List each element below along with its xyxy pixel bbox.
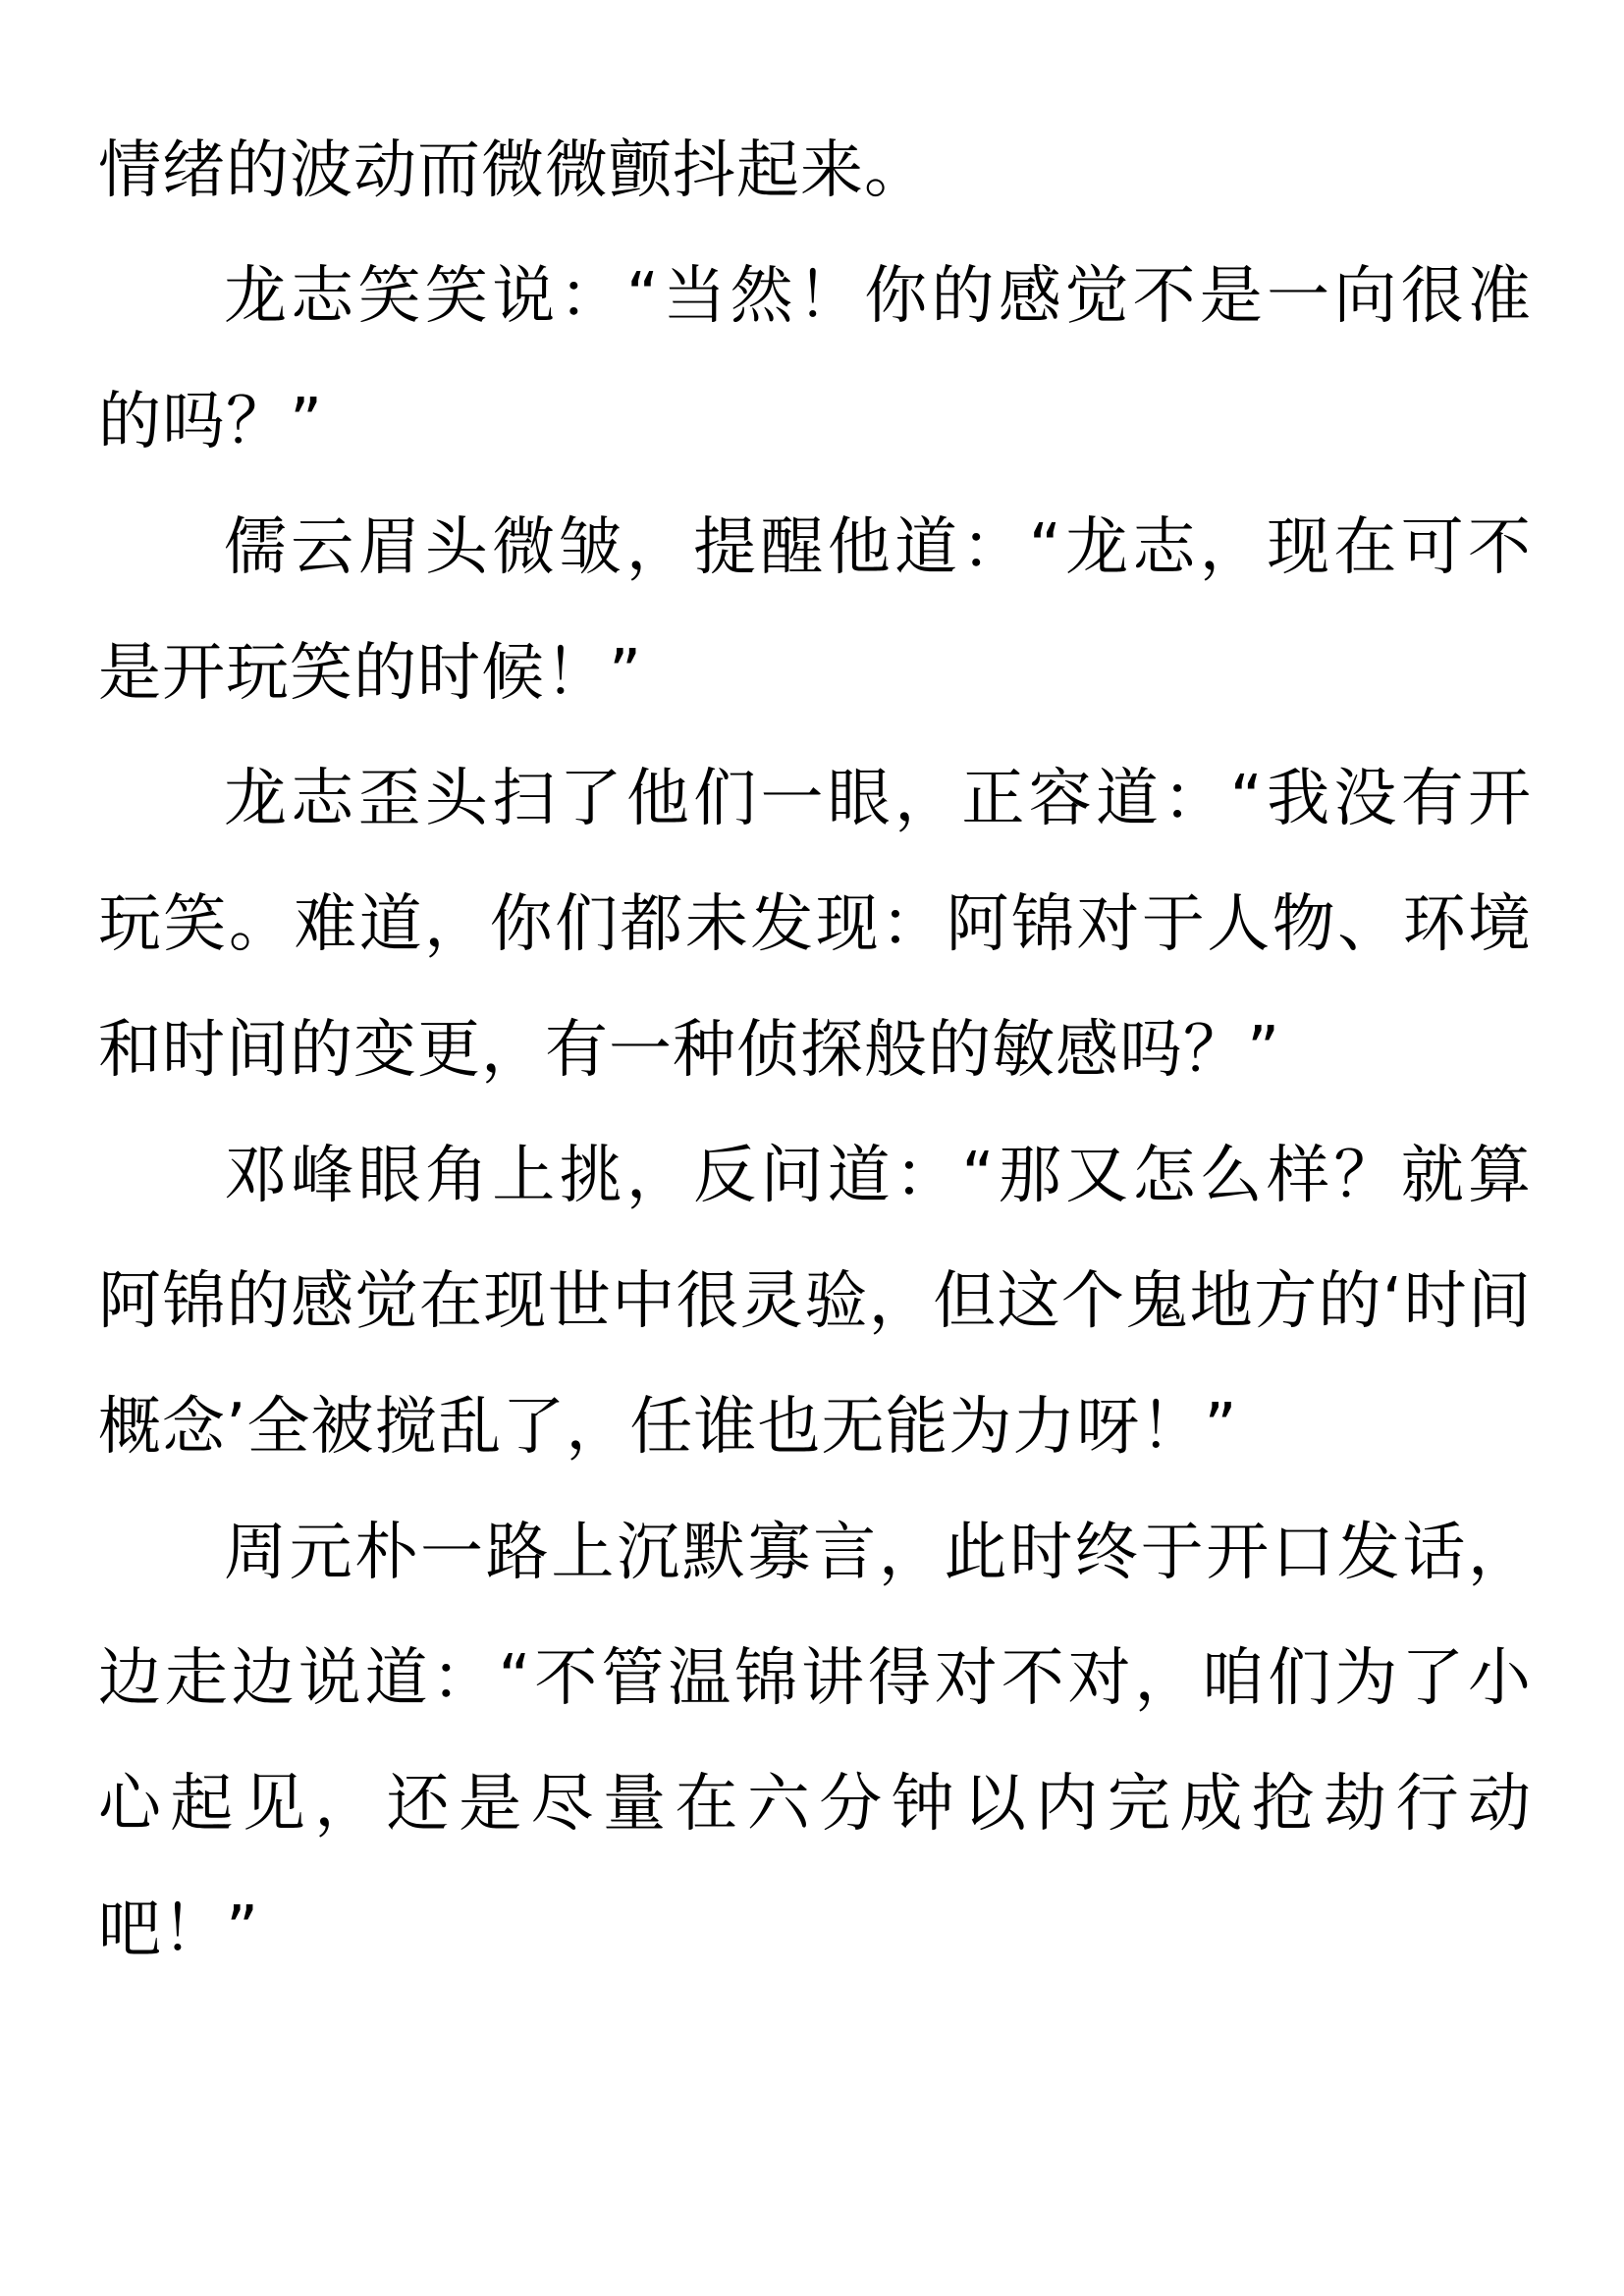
paragraph-ruyun-warning: 儒云眉头微皱，提醒他道：“龙志，现在可不是开玩笑的时候！”	[98, 511, 1532, 710]
body-text	[98, 108, 1532, 1993]
paragraph-dengfeng-question: 邓峰眼角上挑，反问道：“那又怎么样？就算阿锦的感觉在现世中很灵验，但这个鬼地方的‘时间概念’全被搅乱了，任谁也无能为力呀！”	[98, 1140, 1532, 1464]
paragraph-longzhi-explain: 龙志歪头扫了他们一眼，正容道：“我没有开玩笑。难道，你们都未发现：阿锦对于人物、环境和时间的变更，有一种侦探般的敏感吗？”	[98, 763, 1532, 1087]
paragraph-longzhi-reply: 龙志笑笑说：“当然！你的感觉不是一向很准的吗？”	[98, 260, 1532, 458]
paragraph-zhouyuanpu-plan: 周元朴一路上沉默寡言，此时终于开口发话，边走边说道：“不管温锦讲得对不对，咱们为了小心起见，还是尽量在六分钟以内完成抢劫行动吧！”	[98, 1517, 1532, 1966]
paragraph-continuation: 情绪的波动而微微颤抖起来。	[98, 134, 928, 207]
